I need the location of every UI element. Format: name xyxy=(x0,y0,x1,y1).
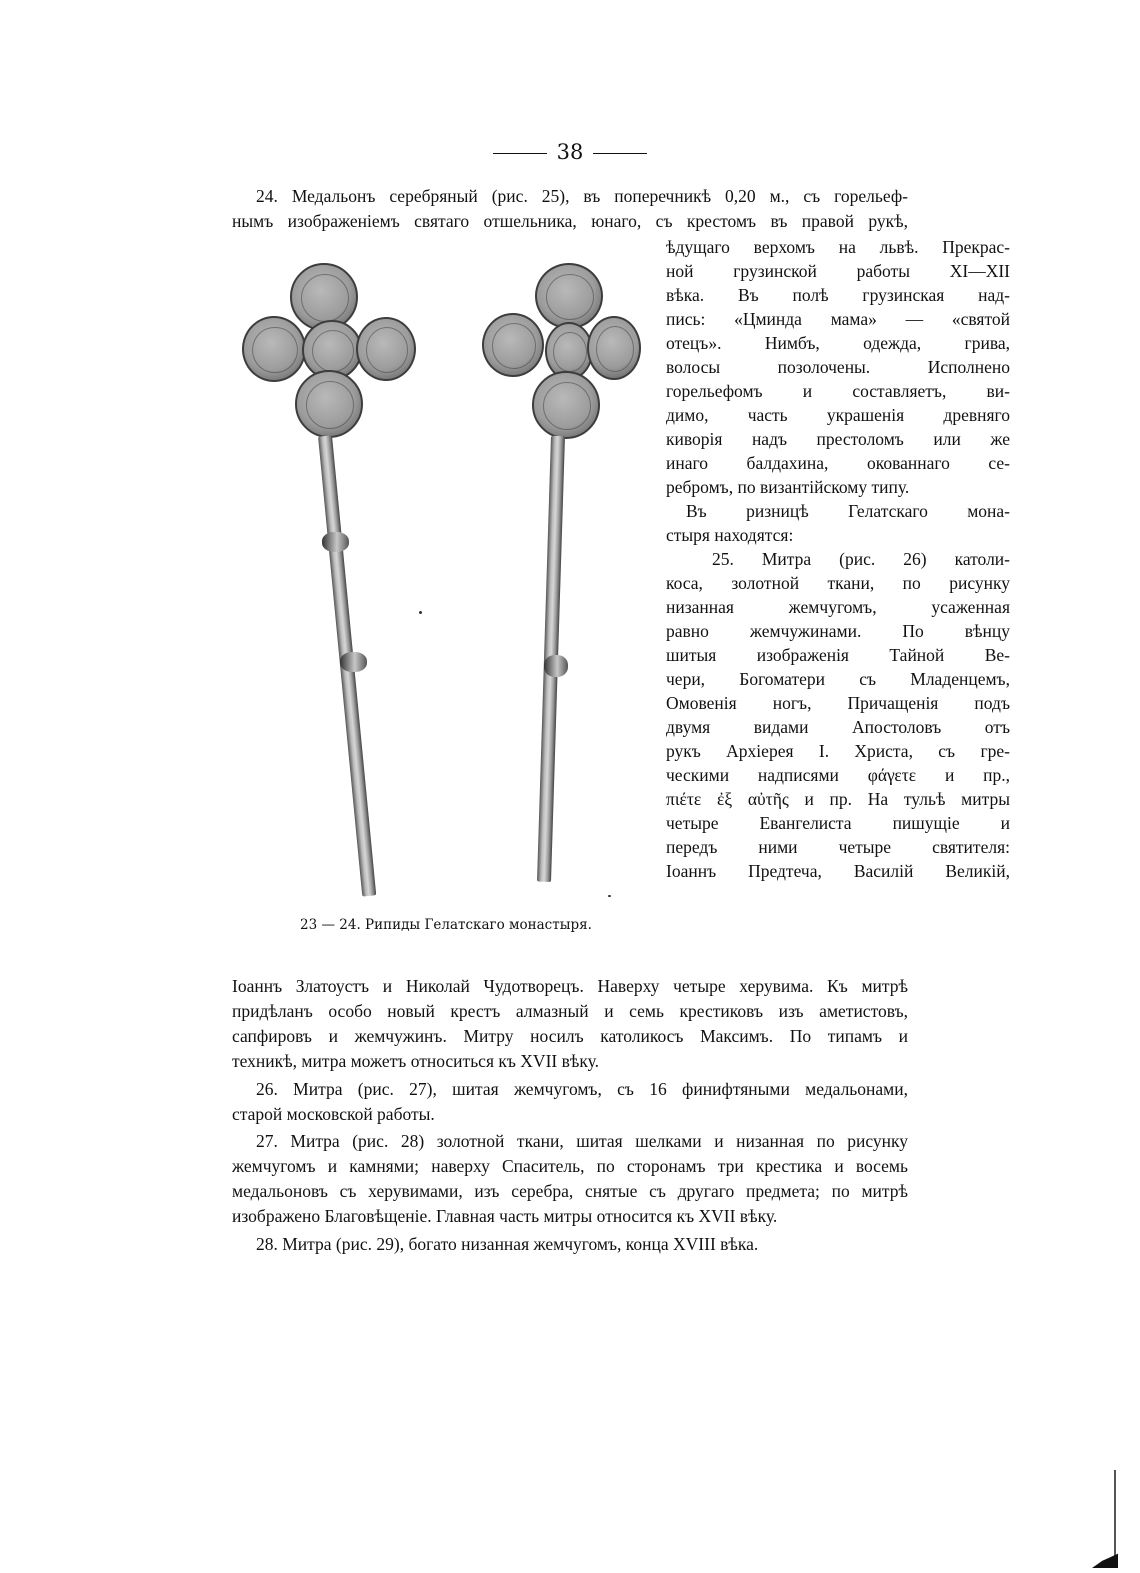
paragraph-25-column-line-7: Омовенiя ногъ, Причащенiя подъ xyxy=(666,693,1010,713)
medallion-right xyxy=(356,317,416,381)
paragraph-25-column-line-9: рукъ Архiерея I. Христа, съ гре- xyxy=(666,741,1010,761)
scan-speck xyxy=(419,611,422,614)
paragraph-24-column-line-1: ѣдущаго верхомъ на львѣ. Прекрас- xyxy=(666,237,1010,257)
intro-line-1: Въ ризницѣ Гелатскаго мона- xyxy=(686,501,1010,521)
paragraph-28-line-1: 28. Митра (рис. 29), богато низанная жемчугомъ, конца XVIII вѣка. xyxy=(256,1234,759,1254)
figure-caption: 23 — 24. Рипиды Гелатскаго монастыря. xyxy=(300,917,592,933)
shaft-knob xyxy=(322,532,349,552)
paragraph-25-line-3: сапфировъ и жемчужинъ. Митру носилъ католикосъ Максимъ. По типамъ и xyxy=(232,1026,908,1046)
page-number-dash-left xyxy=(493,153,547,155)
paragraph-25-column-line-12: четыре Евангелиста пишущiе и xyxy=(666,813,1010,833)
paragraph-24-column-line-9: киворiя надъ престоломъ или же xyxy=(666,429,1010,449)
paragraph-24-column-line-6: волосы позолочены. Исполнено xyxy=(666,357,1010,377)
paragraph-24-line-1: 24. Медальонъ серебряный (рис. 25), въ поперечникѣ 0,20 м., съ горельеф- xyxy=(256,186,908,206)
page-number xyxy=(0,138,1140,166)
medallion-top xyxy=(535,263,603,329)
page-number-dash-right xyxy=(593,153,647,155)
paragraph-25-line-2: придѣланъ особо новый крестъ алмазный и семь крестиковъ изъ аметистовъ, xyxy=(232,1001,908,1021)
medallion-left xyxy=(482,313,544,377)
paragraph-25-column-line-10: ческими надписями φάγετε и пр., xyxy=(666,765,1010,785)
paragraph-25-column-line-3: низанная жемчугомъ, усаженная xyxy=(666,597,1010,617)
paragraph-27-line-1: 27. Митра (рис. 28) золотной ткани, шитая шелками и низанная по рисунку xyxy=(256,1131,908,1151)
paragraph-25-column-line-8: двумя видами Апостоловъ отъ xyxy=(666,717,1010,737)
medallion-left xyxy=(242,316,306,382)
paragraph-24-column-line-4: пись: «Цминда мама» — «святой xyxy=(666,309,1010,329)
medallion-right xyxy=(587,316,641,380)
paragraph-25-column-line-13: передъ ними четыре святителя: xyxy=(666,837,1010,857)
paragraph-24-column-line-5: отецъ». Нимбъ, одежда, грива, xyxy=(666,333,1010,353)
paragraph-25-column-line-14: Iоаннъ Предтеча, Василiй Великiй, xyxy=(666,861,1010,881)
paragraph-26-line-1: 26. Митра (рис. 27), шитая жемчугомъ, съ 16 финифтяными медальонами, xyxy=(256,1079,908,1099)
paragraph-25-column-line-2: коса, золотной ткани, по рисунку xyxy=(666,573,1010,593)
paragraph-27-line-4: изображено Благовѣщенiе. Главная часть митры относится къ XVII вѣку. xyxy=(232,1206,778,1226)
shaft-knob xyxy=(340,652,367,672)
page-number-value: 38 xyxy=(556,140,584,164)
paragraph-25-column-line-11: πιέτε ἐξ αὐτῆς и пр. На тульѣ митры xyxy=(666,789,1010,809)
medallion-bottom xyxy=(532,371,600,439)
shaft-knob xyxy=(544,655,568,677)
paragraph-24-column-line-3: вѣка. Въ полѣ грузинская над- xyxy=(666,285,1010,305)
paragraph-26-line-2: старой московской работы. xyxy=(232,1104,435,1124)
intro-line-2: стыря находятся: xyxy=(666,525,794,545)
paragraph-27-line-3: медальоновъ съ херувимами, изъ серебра, снятые съ другаго предмета; по митрѣ xyxy=(232,1181,908,1201)
paragraph-25-line-4: техникѣ, митра можетъ относиться къ XVII вѣку. xyxy=(232,1051,599,1071)
paragraph-24-line-2: нымъ изображенiемъ святаго отшельника, юнаго, съ крестомъ въ правой рукѣ, xyxy=(232,211,908,231)
paragraph-24-column-line-2: ной грузинской работы XI—XII xyxy=(666,261,1010,281)
paragraph-25-column-line-6: чери, Богоматери съ Младенцемъ, xyxy=(666,669,1010,689)
paragraph-25-column-line-4: равно жемчужинами. По вѣнцу xyxy=(666,621,1010,641)
paragraph-27-line-2: жемчугомъ и камнями; наверху Спаситель, по сторонамъ три крестика и восемь xyxy=(232,1156,908,1176)
paragraph-25-column-line-1: 25. Митра (рис. 26) католи- xyxy=(712,549,1010,569)
scan-edge-line xyxy=(1114,1470,1116,1568)
scan-speck xyxy=(608,895,611,897)
paragraph-24-column-line-8: димо, часть украшенiя древняго xyxy=(666,405,1010,425)
medallion-bottom xyxy=(295,370,363,438)
paragraph-24-column-line-10: инаго балдахина, окованнаго се- xyxy=(666,453,1010,473)
paragraph-24-column-line-11: ребромъ, по византiйскому типу. xyxy=(666,477,910,497)
paragraph-25-line-1: Iоаннъ Златоустъ и Николай Чудотворецъ. Наверху четыре херувима. Къ митрѣ xyxy=(232,976,908,996)
paragraph-25-column-line-5: шитыя изображенiя Тайной Ве- xyxy=(666,645,1010,665)
paragraph-24-column-line-7: горельефомъ и составляетъ, ви- xyxy=(666,381,1010,401)
